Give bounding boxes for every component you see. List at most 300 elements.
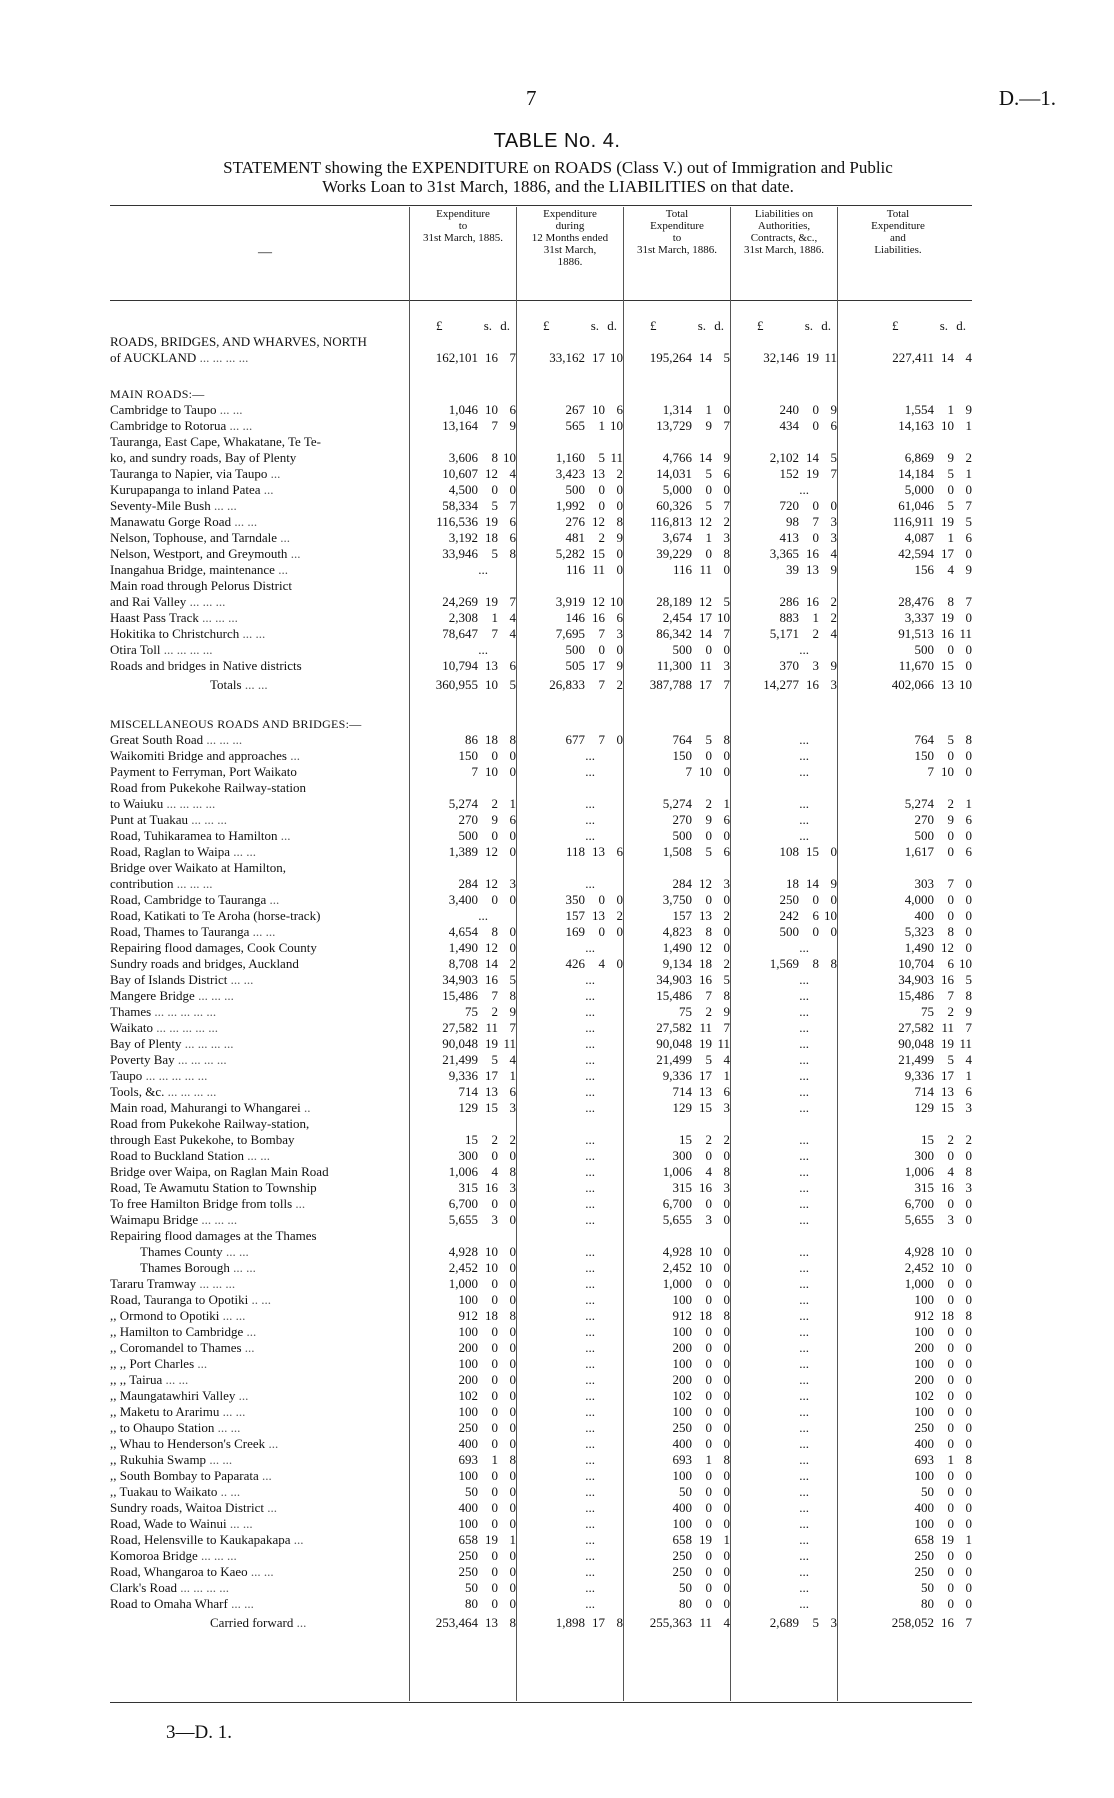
amount-value: 129 15 3 [672, 1100, 730, 1115]
amount-cell [837, 1292, 972, 1308]
amount-value: 250 0 0 [458, 1564, 516, 1579]
amount-value: 100 0 0 [672, 1516, 730, 1531]
amount-value: 118 13 6 [565, 844, 623, 859]
amount-cell [516, 674, 623, 696]
amount-cell [516, 1516, 623, 1532]
amount-value: ... [799, 940, 809, 955]
amount-value: 4,766 14 9 [662, 450, 730, 465]
table-row [110, 1340, 972, 1356]
amount-value: ... [585, 748, 595, 763]
row-label: Road to Buckland Station ... ... [110, 1148, 270, 1163]
amount-cell [623, 1436, 730, 1452]
amount-cell [730, 578, 837, 594]
amount-cell [623, 1052, 730, 1068]
amount-value: 90,048 19 11 [898, 1036, 972, 1051]
amount-cell [730, 1132, 837, 1148]
dot-leader: ... ... [222, 1244, 249, 1259]
amount-cell [730, 940, 837, 956]
amount-value: 270 9 6 [672, 812, 730, 827]
table-row [110, 562, 972, 578]
spacer-row [110, 366, 972, 386]
amount-cell [730, 610, 837, 626]
table-row [110, 860, 972, 876]
row-label: Waimapu Bridge ... ... ... [110, 1212, 238, 1227]
dot-leader: ... ... ... ... ... [151, 1004, 217, 1019]
amount-cell [623, 1388, 730, 1404]
amount-value: ... [585, 1516, 595, 1531]
table-row [110, 940, 972, 956]
amount-value: 169 0 0 [565, 924, 623, 939]
amount-cell [409, 1308, 516, 1324]
table-row [110, 350, 972, 366]
amount-cell [623, 764, 730, 780]
amount-value: 500 0 0 [672, 642, 730, 657]
amount-value: 86,342 14 7 [656, 626, 730, 641]
amount-cell [409, 828, 516, 844]
amount-cell [409, 578, 516, 594]
amount-cell [730, 1084, 837, 1100]
amount-value: 14,184 5 1 [898, 466, 972, 481]
amount-cell [730, 1100, 837, 1116]
amount-cell [516, 1468, 623, 1484]
amount-cell [409, 1036, 516, 1052]
table-row [110, 578, 972, 594]
table-row [110, 1436, 972, 1452]
table-row [110, 1452, 972, 1468]
amount-cell [516, 1132, 623, 1148]
amount-cell [409, 626, 516, 642]
amount-value: ... [799, 1436, 809, 1451]
amount-value: 33,162 17 10 [549, 350, 623, 365]
amount-cell [409, 1292, 516, 1308]
table-row [110, 482, 972, 498]
amount-cell [623, 1372, 730, 1388]
amount-value: 14,031 5 6 [656, 466, 730, 481]
amount-value: 146 16 6 [565, 610, 623, 625]
amount-cell [516, 860, 623, 876]
amount-cell [730, 1516, 837, 1532]
table-title: TABLE No. 4. [493, 130, 621, 152]
dot-leader: ... ... [231, 514, 258, 529]
amount-value: 33,946 5 8 [442, 546, 516, 561]
amount-value: ... [585, 1596, 595, 1611]
amount-value: 1,006 4 8 [662, 1164, 730, 1179]
dot-leader: ... ... [162, 1372, 189, 1387]
amount-value: 100 0 0 [914, 1324, 972, 1339]
amount-value: 1,006 4 8 [904, 1164, 972, 1179]
amount-cell [516, 732, 623, 748]
amount-value: ... [799, 1036, 809, 1051]
amount-cell [516, 1548, 623, 1564]
amount-cell [730, 860, 837, 876]
amount-cell [409, 908, 516, 924]
amount-value: 21,499 5 4 [656, 1052, 730, 1067]
amount-value: 7,695 7 3 [555, 626, 623, 641]
amount-cell [516, 450, 623, 466]
amount-value: 300 0 0 [458, 1148, 516, 1163]
amount-cell [730, 1116, 837, 1132]
table-row [110, 1484, 972, 1500]
amount-value: 315 16 3 [914, 1180, 972, 1195]
amount-value: ... [799, 1532, 809, 1547]
amount-cell [837, 1356, 972, 1372]
amount-cell [623, 940, 730, 956]
amount-cell [730, 1580, 837, 1596]
dot-leader: ... ... [227, 972, 254, 987]
row-label: ,, Whau to Henderson's Creek ... [110, 1436, 279, 1451]
amount-cell [516, 466, 623, 482]
currency-units: £ s. d. [543, 318, 617, 333]
amount-cell [730, 1004, 837, 1020]
amount-value: 227,411 14 4 [892, 350, 972, 365]
amount-cell [516, 626, 623, 642]
amount-cell [730, 1356, 837, 1372]
amount-cell [730, 386, 837, 402]
amount-cell [623, 1468, 730, 1484]
amount-value: 240 0 9 [779, 402, 837, 417]
amount-value: 4,654 8 0 [448, 924, 516, 939]
currency-units-row [110, 318, 972, 334]
amount-cell [409, 1372, 516, 1388]
table-row [110, 1292, 972, 1308]
amount-value: 250 0 0 [779, 892, 837, 907]
row-label: Road, Tauranga to Opotiki .. ... [110, 1292, 271, 1307]
amount-value: 1,490 12 0 [904, 940, 972, 955]
amount-cell [837, 418, 972, 434]
table-row [110, 1388, 972, 1404]
amount-cell [516, 1404, 623, 1420]
amount-cell [516, 940, 623, 956]
amount-cell [730, 1388, 837, 1404]
amount-cell [837, 1548, 972, 1564]
dot-leader: ... ... ... [186, 594, 226, 609]
amount-value: 39,229 0 8 [656, 546, 730, 561]
amount-cell [516, 1196, 623, 1212]
amount-value: 6,700 0 0 [904, 1196, 972, 1211]
amount-value: 50 0 0 [921, 1484, 972, 1499]
row-label: Komoroa Bridge ... ... ... [110, 1548, 237, 1563]
amount-value: 28,189 12 5 [656, 594, 730, 609]
row-label: ,, Hamilton to Cambridge ... [110, 1324, 257, 1339]
row-label: ,, South Bombay to Paparata ... [110, 1468, 272, 1483]
amount-cell [623, 892, 730, 908]
amount-value: 303 7 0 [914, 876, 972, 891]
amount-cell [516, 1356, 623, 1372]
row-label: ko, and sundry roads, Bay of Plenty [110, 450, 297, 465]
row-label: Bay of Plenty ... ... ... ... [110, 1036, 234, 1051]
amount-cell [516, 514, 623, 530]
amount-value: ... [799, 1580, 809, 1595]
amount-cell [409, 594, 516, 610]
amount-cell [516, 1436, 623, 1452]
dot-leader: ... [260, 482, 274, 497]
amount-cell [409, 764, 516, 780]
amount-value: 14,163 10 1 [898, 418, 972, 433]
row-label: Cambridge to Rotorua ... ... [110, 418, 253, 433]
row-label: Road, Wade to Wainui ... ... [110, 1516, 253, 1531]
amount-cell [516, 334, 623, 350]
amount-cell [409, 350, 516, 366]
amount-value: 1,000 0 0 [904, 1276, 972, 1291]
row-label: Payment to Ferryman, Port Waikato [110, 764, 297, 779]
amount-cell [730, 1164, 837, 1180]
amount-value: ... [585, 988, 595, 1003]
row-label: through East Pukekohe, to Bombay [110, 1132, 295, 1147]
amount-value: 6,869 9 2 [904, 450, 972, 465]
amount-value: 91,513 16 11 [898, 626, 972, 641]
amount-value: 9,336 17 1 [662, 1068, 730, 1083]
amount-value: 100 0 0 [914, 1292, 972, 1307]
total-row [110, 1612, 972, 1634]
table-row [110, 764, 972, 780]
amount-cell [409, 732, 516, 748]
amount-cell [623, 812, 730, 828]
amount-cell [409, 1164, 516, 1180]
amount-value: 100 0 0 [914, 1468, 972, 1483]
amount-cell [623, 1356, 730, 1372]
table-row [110, 1116, 972, 1132]
amount-cell [623, 1420, 730, 1436]
amount-value: 434 0 6 [779, 418, 837, 433]
amount-cell [837, 940, 972, 956]
amount-cell [409, 1324, 516, 1340]
row-label: ,, Rukuhia Swamp ... ... [110, 1452, 233, 1467]
table-row [110, 1132, 972, 1148]
amount-cell [837, 1132, 972, 1148]
row-label: contribution ... ... ... [110, 876, 213, 891]
amount-cell [623, 780, 730, 796]
amount-cell [837, 642, 972, 658]
amount-cell [623, 1116, 730, 1132]
amount-value: 370 3 9 [779, 658, 837, 673]
amount-cell [730, 482, 837, 498]
amount-value: 4,823 8 0 [662, 924, 730, 939]
table-row [110, 1212, 972, 1228]
amount-cell [730, 876, 837, 892]
amount-cell [516, 1148, 623, 1164]
caption-line-1: STATEMENT showing the EXPENDITURE on ROADS (Class V.) out of Immigration and Public [223, 158, 893, 177]
amount-value: 14,277 16 3 [763, 677, 837, 692]
table-row [110, 1596, 972, 1612]
amount-value: ... [585, 1452, 595, 1467]
amount-value: ... [585, 1004, 595, 1019]
row-label: ,, Maungatawhiri Valley ... [110, 1388, 249, 1403]
table-row [110, 546, 972, 562]
table-row [110, 1420, 972, 1436]
amount-value: 156 4 9 [914, 562, 972, 577]
amount-value: 80 0 0 [465, 1596, 516, 1611]
document-reference: D.—1. [998, 86, 1056, 110]
amount-cell [837, 716, 972, 732]
dot-leader: ... ... [247, 1564, 274, 1579]
amount-cell [409, 1596, 516, 1612]
amount-value: 242 6 10 [779, 908, 837, 923]
amount-cell [516, 1596, 623, 1612]
amount-cell [730, 1308, 837, 1324]
amount-cell [623, 1564, 730, 1580]
amount-cell [837, 594, 972, 610]
amount-cell [730, 1180, 837, 1196]
amount-value: 764 5 8 [672, 732, 730, 747]
amount-cell [409, 780, 516, 796]
amount-value: ... [478, 908, 488, 923]
amount-cell [623, 732, 730, 748]
amount-value: 200 0 0 [458, 1340, 516, 1355]
amount-cell [516, 386, 623, 402]
row-label: Punt at Tuakau ... ... ... [110, 812, 228, 827]
row-label: Road, Thames to Tauranga ... ... [110, 924, 276, 939]
amount-cell [516, 1420, 623, 1436]
amount-cell [837, 796, 972, 812]
amount-cell [516, 956, 623, 972]
amount-value: 2,689 5 3 [769, 1615, 837, 1630]
amount-value: ... [585, 1308, 595, 1323]
table-row [110, 594, 972, 610]
table-row [110, 812, 972, 828]
amount-value: 50 0 0 [465, 1580, 516, 1595]
amount-cell [730, 716, 837, 732]
amount-cell [409, 642, 516, 658]
row-label: Taupo ... ... ... ... ... [110, 1068, 208, 1083]
amount-value: ... [799, 1596, 809, 1611]
amount-value: ... [799, 1212, 809, 1227]
row-label: Mangere Bridge ... ... ... [110, 988, 234, 1003]
amount-value: 152 19 7 [779, 466, 837, 481]
amount-value: 162,101 16 7 [435, 350, 516, 365]
amount-cell [623, 844, 730, 860]
amount-value: 500 0 0 [565, 482, 623, 497]
amount-cell [409, 876, 516, 892]
amount-cell [409, 1548, 516, 1564]
amount-value: 2,454 17 10 [662, 610, 730, 625]
amount-cell [623, 1340, 730, 1356]
amount-value: ... [585, 1036, 595, 1051]
column-header-expenditure-during-1886: Expenditure during 12 Months ended 31st March, 1886. [531, 208, 609, 268]
dot-leader: ... [243, 1324, 257, 1339]
amount-cell [730, 1372, 837, 1388]
amount-cell [730, 892, 837, 908]
amount-cell [837, 1036, 972, 1052]
amount-value: 2,452 10 0 [662, 1260, 730, 1275]
amount-cell [837, 1612, 972, 1634]
row-label: ,, Maketu to Ararimu ... ... [110, 1404, 246, 1419]
amount-cell [623, 562, 730, 578]
amount-cell [623, 1084, 730, 1100]
amount-cell [516, 562, 623, 578]
amount-cell [516, 1452, 623, 1468]
amount-cell [409, 674, 516, 696]
amount-cell [516, 434, 623, 450]
amount-value: ... [799, 1260, 809, 1275]
table-row [110, 1516, 972, 1532]
amount-value: 80 0 0 [679, 1596, 730, 1611]
table-row [110, 1260, 972, 1276]
amount-value: 61,046 5 7 [898, 498, 972, 513]
amount-cell [516, 1260, 623, 1276]
table-row [110, 434, 972, 450]
table-row [110, 796, 972, 812]
dot-leader: ... ... [227, 1596, 254, 1611]
dot-leader: ... ... ... [203, 732, 243, 747]
amount-cell [409, 334, 516, 350]
amount-cell [516, 1212, 623, 1228]
amount-cell [837, 1484, 972, 1500]
amount-value: 10,607 12 4 [442, 466, 516, 481]
amount-cell [409, 812, 516, 828]
row-label: ,, to Ohaupo Station ... ... [110, 1420, 241, 1435]
amount-cell [623, 1164, 730, 1180]
dot-leader: ... [265, 1436, 279, 1451]
description-column-header: — [258, 245, 272, 260]
amount-cell [516, 350, 623, 366]
amount-value: 90,048 19 11 [442, 1036, 516, 1051]
amount-value: 400 0 0 [672, 1500, 730, 1515]
amount-cell [623, 642, 730, 658]
amount-cell [730, 626, 837, 642]
amount-cell [409, 386, 516, 402]
amount-value: 27,582 11 7 [656, 1020, 730, 1035]
amount-value: 50 0 0 [465, 1484, 516, 1499]
amount-cell [623, 466, 730, 482]
row-label: Bridge over Waikato at Hamilton, [110, 860, 286, 875]
row-label: ,, Coromandel to Thames ... [110, 1340, 255, 1355]
dot-leader: ... [263, 1500, 277, 1515]
amount-value: ... [585, 1356, 595, 1371]
amount-cell [730, 1532, 837, 1548]
amount-cell [837, 1276, 972, 1292]
amount-cell [837, 546, 972, 562]
currency-units: £ s. d. [892, 318, 966, 333]
table-row [110, 466, 972, 482]
amount-cell [730, 466, 837, 482]
amount-cell [730, 1596, 837, 1612]
amount-cell [409, 658, 516, 674]
amount-value: ... [799, 1244, 809, 1259]
table-bottom-rule [110, 1702, 972, 1703]
amount-cell [516, 1308, 623, 1324]
amount-cell [837, 860, 972, 876]
amount-cell [516, 1052, 623, 1068]
row-label: Waikato ... ... ... ... ... [110, 1020, 218, 1035]
row-label: and Rai Valley ... ... ... [110, 594, 226, 609]
amount-value: 270 9 6 [458, 812, 516, 827]
amount-cell [837, 1324, 972, 1340]
amount-cell [730, 1292, 837, 1308]
amount-value: ... [585, 1196, 595, 1211]
dot-leader: ... ... [226, 418, 253, 433]
amount-value: 658 19 1 [914, 1532, 972, 1547]
amount-cell [623, 482, 730, 498]
amount-value: ... [585, 972, 595, 987]
amount-value: 400 0 0 [914, 1500, 972, 1515]
amount-cell [837, 972, 972, 988]
row-label: Tauranga, East Cape, Whakatane, Te Te- [110, 434, 321, 449]
amount-value: ... [585, 1132, 595, 1147]
amount-cell [516, 1020, 623, 1036]
amount-cell [837, 658, 972, 674]
amount-value: 387,788 17 7 [649, 677, 730, 692]
amount-cell [837, 334, 972, 350]
column-header-total-and-liabilities: Total Expenditure and Liabilities. [871, 208, 925, 256]
amount-value: ... [585, 1276, 595, 1291]
table-row [110, 988, 972, 1004]
table-row [110, 844, 972, 860]
table-row [110, 1324, 972, 1340]
amount-value: ... [585, 940, 595, 955]
amount-value: 116,911 19 5 [892, 514, 972, 529]
amount-cell [837, 1052, 972, 1068]
amount-cell [409, 1004, 516, 1020]
